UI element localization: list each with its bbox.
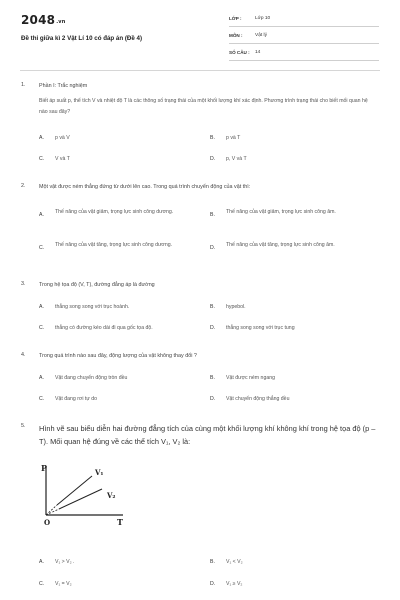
option-text: thẳng song song với trục hoành. (55, 304, 130, 310)
option-text: V₁ < V₂ (226, 559, 243, 565)
option-letter: D. (210, 325, 216, 331)
isochore-line-1 (57, 476, 92, 505)
line2-label: V₂ (107, 491, 116, 500)
option-letter: B. (210, 559, 215, 565)
meta-label: SỐ CÂU : (229, 50, 250, 55)
option-text: Vật được ném ngang (226, 375, 275, 381)
option-text: p và T (226, 135, 241, 141)
question-1 (21, 82, 381, 172)
option-letter: D. (210, 581, 216, 587)
meta-row-class (229, 14, 379, 27)
meta-row-count (229, 48, 379, 61)
meta-label: MÔN : (229, 33, 243, 38)
option-text: p và V (55, 135, 70, 141)
page-title: Đề thi giữa kì 2 Vật Lí 10 có đáp án (Đề 4) (21, 35, 143, 42)
option-letter: D. (210, 245, 216, 251)
option-letter: C. (39, 325, 45, 331)
question-text: Trong hệ tọa độ (V, T), đường đẳng áp là đường (39, 282, 155, 288)
option-text: V₁ = V₂ (55, 581, 72, 587)
question-2 (21, 183, 381, 268)
option-letter: D. (210, 156, 216, 162)
header-divider (20, 70, 380, 71)
question-text: Hình vẽ sau biểu diễn hai đường đẳng tích của cùng một khối lượng khí không khí trong hệ tọa độ (p – T). Mối quan hệ đúng về các thể tích V₁, V₂ là: (39, 424, 376, 446)
question-number: 5. (21, 423, 26, 429)
exam-meta (229, 14, 379, 65)
option-text: hypebol. (226, 304, 246, 310)
option-letter: C. (39, 581, 45, 587)
x-axis-label: T (117, 517, 123, 527)
option-letter: B. (210, 304, 215, 310)
option-letter: A. (39, 375, 44, 381)
line1-dashed-extension (46, 505, 57, 515)
origin-label: O (44, 518, 51, 527)
option-text: Thế năng của vật tăng, trọng lực sinh công âm. (226, 242, 335, 248)
site-logo[interactable] (21, 13, 66, 27)
option-letter: C. (39, 396, 45, 402)
option-text: thẳng song song với trục tung (226, 325, 295, 331)
question-text: Phần I: Trắc nghiệm (39, 83, 88, 89)
option-text: Thế năng của vật giảm, trọng lực sinh công âm. (226, 209, 336, 215)
meta-value: Lớp 10 (255, 16, 271, 21)
option-letter: A. (39, 304, 44, 310)
line1-label: V₁ (95, 468, 104, 477)
option-text: Vật đang rơi tự do (55, 396, 98, 402)
option-letter: B. (210, 135, 215, 141)
option-letter: A. (39, 135, 44, 141)
question-4 (21, 352, 381, 412)
isochore-line-2 (59, 489, 102, 509)
option-letter: A. (39, 559, 44, 565)
meta-label: LỚP : (229, 16, 242, 21)
meta-value: 14 (255, 50, 261, 55)
logo-sub-text: .vn (56, 19, 66, 25)
isochore-graph (37, 463, 137, 533)
option-letter: B. (210, 375, 215, 381)
question-number: 4. (21, 352, 26, 358)
option-letter: C. (39, 245, 45, 251)
option-text: Thế năng của vật tăng, trọng lực sinh công dương. (55, 242, 173, 248)
y-axis-label: P (41, 463, 48, 473)
option-text: p, V và T (226, 156, 247, 162)
option-letter: A. (39, 212, 44, 218)
option-text: V₁ ≥ V₂ (226, 581, 243, 587)
line2-dashed-extension (46, 509, 59, 515)
question-number: 2. (21, 183, 26, 189)
option-text: Vật chuyển động thẳng đều (226, 396, 290, 402)
question-3 (21, 281, 381, 341)
option-letter: C. (39, 156, 45, 162)
meta-row-subject (229, 31, 379, 44)
option-letter: B. (210, 212, 215, 218)
option-text: Thế năng của vật giảm, trọng lực sinh công dương. (55, 209, 174, 215)
question-body: Biết áp suất p, thể tích V và nhiệt độ T là các thông số trạng thái của một khối lượng khí xác định. Phương trình trạng thái cho biết mối quan hệ nào sau đây? (39, 98, 368, 115)
option-text: V và T (55, 156, 70, 162)
question-number: 1. (21, 82, 26, 88)
question-text: Một vật được ném thẳng đứng từ dưới lên cao. Trong quá trình chuyển động của vật thì: (39, 184, 251, 190)
meta-value: Vật lý (255, 33, 267, 38)
option-letter: D. (210, 396, 216, 402)
option-text: Vật đang chuyển động tròn đều (55, 375, 128, 381)
option-text: V₁ > V₂ . (55, 559, 75, 565)
option-text: thẳng có đường kéo dài đi qua gốc tọa độ. (55, 325, 153, 331)
question-number: 3. (21, 281, 26, 287)
question-text: Trong quá trình nào sau đây, động lượng của vật không thay đổi ? (39, 353, 197, 359)
logo-main-text: 2048 (21, 13, 56, 27)
